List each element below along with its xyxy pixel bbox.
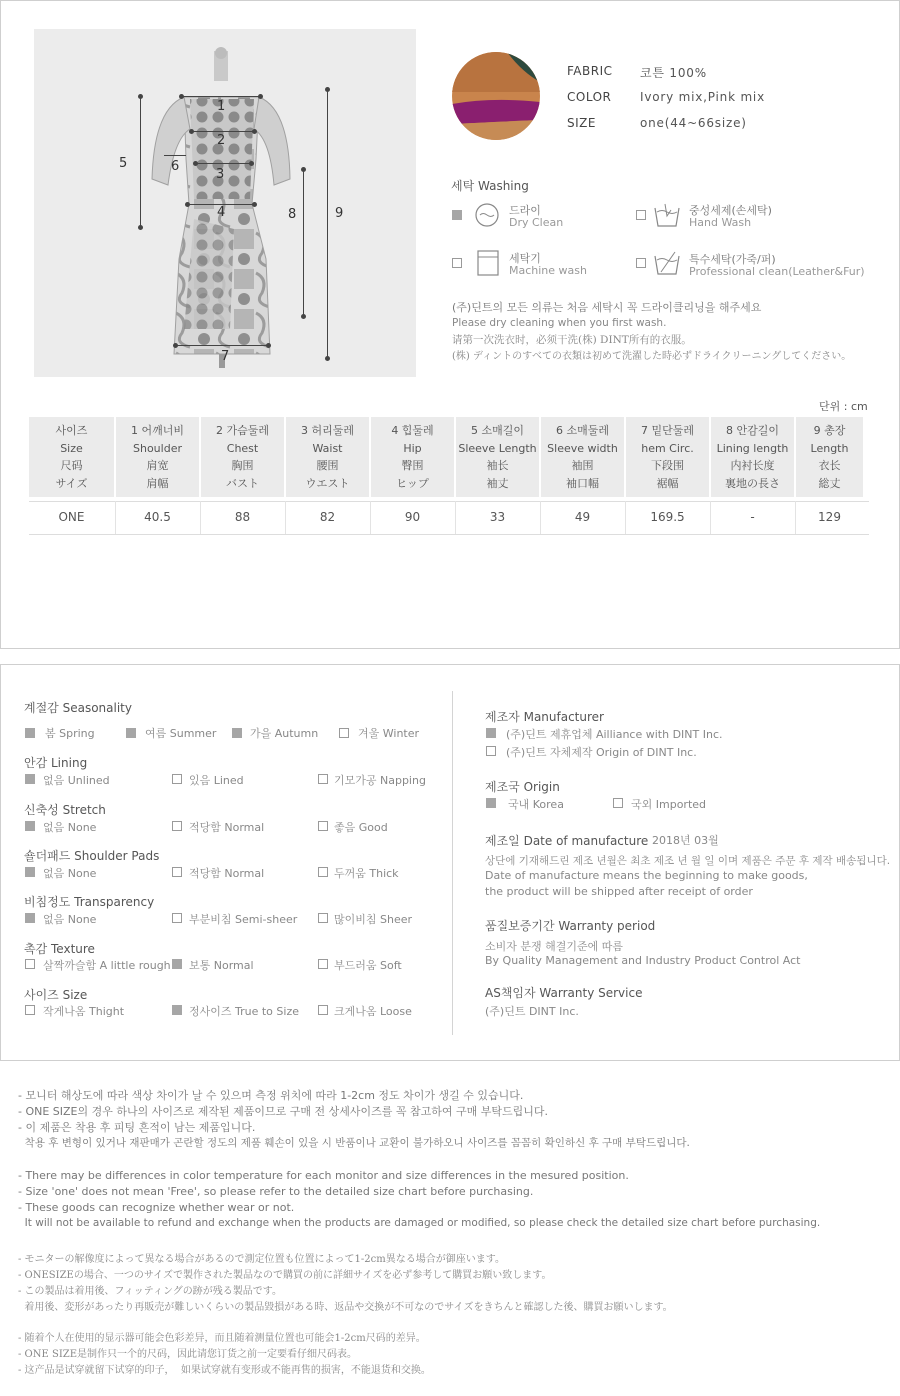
professional-clean-checkbox[interactable]	[636, 258, 646, 268]
measure-number-8: 8	[288, 207, 297, 222]
transparency-title: 비침정도 Transparency	[24, 895, 155, 909]
autumn-label: 가을 Autumn	[250, 727, 319, 740]
rough-checkbox[interactable]	[25, 959, 35, 969]
stretch-good-label: 좋음 Good	[334, 821, 388, 834]
unlined-label: 없음 Unlined	[43, 774, 110, 787]
notice-ko-2: - ONE SIZE의 경우 하나의 사이즈로 제작된 제품이므로 구매 전 상세사이즈를 꼭 참고하여 구매 부탁드립니다.	[18, 1105, 549, 1118]
origin-dint-checkbox[interactable]	[486, 746, 496, 756]
shoulder-pads-title: 숄더패드 Shoulder Pads	[24, 849, 160, 863]
measure-number-7: 7	[221, 349, 230, 364]
warranty-title: 품질보증기간 Warranty period	[485, 919, 656, 933]
semi-sheer-checkbox[interactable]	[172, 913, 182, 923]
notice-en-1: - There may be differences in color temperature for each monitor and size differences in the mesured position.	[18, 1169, 629, 1182]
measure-number-5: 5	[119, 156, 128, 171]
notice-jp-3: - この製品は着用後、フィッティングの跡が残る製品です。	[18, 1286, 282, 1297]
measure-number-2: 2	[217, 133, 226, 148]
summer-label: 여름 Summer	[145, 727, 217, 740]
texture-normal-label: 보통 Normal	[189, 959, 254, 972]
texture-title: 촉감 Texture	[24, 942, 95, 956]
seasonality-title: 계절감 Seasonality	[24, 701, 132, 715]
alliance-label: (주)딘트 제휴업체 Ailliance with DINT Inc.	[506, 728, 723, 741]
professional-clean-ko: 특수세탁(가죽/퍼)	[689, 253, 776, 266]
imported-label: 국외 Imported	[631, 798, 707, 811]
napping-checkbox[interactable]	[318, 774, 328, 784]
pads-thick-label: 두꺼움 Thick	[334, 867, 399, 880]
soft-checkbox[interactable]	[318, 959, 328, 969]
header-chest: 2 가슴둘레 Chest 胸围 バスト	[201, 417, 284, 497]
origin-dint-label: (주)딘트 자체제작 Origin of DINT Inc.	[506, 746, 697, 759]
small-fit-label: 작게나옴 Thight	[43, 1005, 125, 1018]
spring-label: 봄 Spring	[45, 727, 95, 740]
header-lining: 8 안감길이 Lining length 内衬长度 裏地の長さ	[711, 417, 794, 497]
wash-note-en: Please dry cleaning when you first wash.	[452, 317, 667, 329]
header-hip: 4 힙둘레 Hip 臀围 ヒップ	[371, 417, 454, 497]
cell-shoulder: 40.5	[144, 510, 171, 524]
stretch-good-checkbox[interactable]	[318, 821, 328, 831]
warranty-note-ko: 소비자 분쟁 해결기준에 따름	[485, 940, 624, 953]
measure-number-4: 4	[217, 205, 226, 220]
cell-hem: 169.5	[650, 510, 685, 524]
winter-checkbox[interactable]	[339, 728, 349, 738]
notice-ko-1: - 모니터 해상도에 따라 색상 차이가 날 수 있으며 측정 위치에 따라 1-2cm 정도 차이가 생길 수 있습니다.	[18, 1089, 524, 1102]
header-sleeve-length: 5 소매길이 Sleeve Length 袖长 袖丈	[456, 417, 539, 497]
fabric-swatch	[452, 52, 540, 140]
summer-checkbox[interactable]	[126, 728, 136, 738]
sheer-label: 많이비침 Sheer	[334, 913, 413, 926]
notice-jp-1: - モニターの解像度によって異なる場合があるので測定位置も位置によって1-2cm異なる場合が御座います。	[18, 1254, 505, 1265]
measure-number-3: 3	[216, 167, 225, 182]
color-label: COLOR	[567, 90, 612, 104]
napping-label: 기모가공 Napping	[334, 774, 426, 787]
pads-thick-checkbox[interactable]	[318, 867, 328, 877]
notice-jp-2: - ONESIZEの場合、一つのサイズで製作された製品なので購買の前に詳細サイズを必ず参考して購買お願い致します。	[18, 1270, 552, 1281]
cell-lining: -	[750, 510, 755, 524]
stretch-normal-label: 적당함 Normal	[189, 821, 265, 834]
hand-wash-en: Hand Wash	[689, 216, 752, 229]
alliance-checkbox[interactable]	[486, 728, 496, 738]
pads-normal-checkbox[interactable]	[172, 867, 182, 877]
true-size-label: 정사이즈 True to Size	[189, 1005, 299, 1018]
size-table	[29, 417, 869, 537]
as-title: AS책임자 Warranty Service	[485, 986, 643, 1000]
header-waist: 3 허리둘레 Waist 腰围 ウエスト	[286, 417, 369, 497]
warranty-note-en: By Quality Management and Industry Product Control Act	[485, 954, 801, 967]
stretch-none-label: 없음 None	[43, 821, 97, 834]
cell-sleeve-width: 49	[574, 510, 591, 524]
date-value: 2018년 03월	[652, 834, 719, 847]
transparency-none-checkbox[interactable]	[25, 913, 35, 923]
wash-note-jp: (株) ディントのすべての衣類は初めて洗濯した時必ずドライクリーニングしてください。	[452, 351, 852, 362]
size-value: one(44~66size)	[640, 116, 747, 130]
header-hem: 7 밑단둘레 hem Circ. 下段围 裾幅	[626, 417, 709, 497]
wash-note-zh: 请第一次洗衣时，必须干洗(株) DINT所有的衣服。	[452, 334, 692, 346]
notice-en-2: - Size 'one' does not mean 'Free', so please refer to the detailed size chart before purchasing.	[18, 1185, 534, 1198]
lining-title: 안감 Lining	[24, 756, 88, 770]
cell-length: 129	[818, 510, 841, 524]
loose-label: 크게나옴 Loose	[334, 1005, 412, 1018]
dry-clean-ko: 드라이	[509, 204, 541, 217]
cell-waist: 82	[319, 510, 336, 524]
size-fit-title: 사이즈 Size	[24, 988, 88, 1002]
winter-label: 겨울 Winter	[358, 727, 420, 740]
professional-clean-en: Professional clean(Leather&Fur)	[689, 265, 865, 278]
date-title: 제조일 Date of manufacture	[485, 834, 649, 848]
color-value: Ivory mix,Pink mix	[640, 90, 765, 104]
machine-wash-en: Machine wash	[509, 264, 587, 277]
pads-none-checkbox[interactable]	[25, 867, 35, 877]
product-info-panel	[0, 0, 900, 649]
cell-hip: 90	[404, 510, 421, 524]
notice-zh-3: - 这产品是试穿就留下试穿的印子， 如果试穿就有变形或不能再售的损害，不能退货和交换。	[18, 1365, 431, 1376]
fabric-label: FABRIC	[567, 64, 613, 78]
pads-normal-label: 적당함 Normal	[189, 867, 265, 880]
texture-normal-checkbox[interactable]	[172, 959, 182, 969]
soft-label: 부드러움 Soft	[334, 959, 402, 972]
measure-number-1: 1	[217, 99, 226, 114]
machine-wash-ko: 세탁기	[509, 252, 541, 265]
notice-zh-2: - ONE SIZE是制作只一个的尺码，因此请您订货之前一定要看仔细尺码表。	[18, 1349, 358, 1360]
lined-checkbox[interactable]	[172, 774, 182, 784]
fabric-value: 코튼 100%	[640, 66, 707, 80]
dress-image	[34, 29, 416, 377]
sheer-checkbox[interactable]	[318, 913, 328, 923]
dry-clean-en: Dry Clean	[509, 216, 564, 229]
notice-ko-3: - 이 제품은 착용 후 피팅 흔적이 남는 제품입니다.	[18, 1121, 256, 1134]
unlined-checkbox[interactable]	[25, 774, 35, 784]
manufacturer-title: 제조자 Manufacturer	[485, 710, 604, 724]
product-attributes-panel	[0, 664, 900, 1061]
unit-label: 단위 : cm	[819, 400, 868, 413]
loose-checkbox[interactable]	[318, 1005, 328, 1015]
small-fit-checkbox[interactable]	[25, 1005, 35, 1015]
washing-title: 세탁 Washing	[451, 179, 529, 193]
transparency-none-label: 없음 None	[43, 913, 97, 926]
header-sleeve-width: 6 소매둘레 Sleeve width 袖围 袖口幅	[541, 417, 624, 497]
hand-wash-checkbox[interactable]	[636, 210, 646, 220]
stretch-none-checkbox[interactable]	[25, 821, 35, 831]
header-shoulder: 1 어깨너비 Shoulder 肩宽 肩幅	[116, 417, 199, 497]
dry-clean-checkbox[interactable]	[452, 210, 462, 220]
lined-label: 있음 Lined	[189, 774, 244, 787]
notice-en-3: - These goods can recognize whether wear or not.	[18, 1201, 295, 1214]
imported-checkbox[interactable]	[613, 798, 623, 808]
cell-chest: 88	[234, 510, 251, 524]
as-value: (주)딘트 DINT Inc.	[485, 1005, 579, 1018]
korea-checkbox[interactable]	[486, 798, 496, 808]
professional-clean-icon	[653, 250, 681, 276]
machine-wash-checkbox[interactable]	[452, 258, 462, 268]
notice-jp-4: 着用後、変形があったり再販売が難しいくらいの製品毀損がある時、返品や交換が不可なのでサイズをきちんと確認した後、購買お願いします。	[18, 1302, 673, 1313]
hand-wash-icon	[653, 202, 681, 228]
notice-en-4: It will not be available to refund and exchange when the products are damaged or modified, so please check the detailed size chart before purchasing.	[18, 1217, 821, 1229]
semi-sheer-label: 부분비침 Semi-sheer	[189, 913, 298, 926]
header-length: 9 총장 Length 衣长 総丈	[796, 417, 863, 497]
cell-size: ONE	[58, 510, 85, 524]
dress-measurement-illustration	[34, 29, 416, 377]
notice-zh-1: - 随着个人在使用的显示器可能会色彩差异，而且随着测量位置也可能会1-2cm尺码的差异。	[18, 1333, 426, 1344]
stretch-title: 신축성 Stretch	[24, 803, 106, 817]
column-divider	[452, 691, 453, 1035]
measure-number-9: 9	[335, 206, 344, 221]
origin-title: 제조국 Origin	[485, 780, 560, 794]
autumn-checkbox[interactable]	[232, 728, 242, 738]
spring-checkbox[interactable]	[25, 728, 35, 738]
korea-label: 국내 Korea	[508, 798, 564, 811]
notice-ko-4: 착용 후 변형이 있거나 재판매가 곤란할 정도의 제품 훼손이 있을 시 반품이나 교환이 불가하오니 사이즈를 꼼꼼히 확인하신 후 구매 부탁드립니다.	[18, 1137, 690, 1149]
true-size-checkbox[interactable]	[172, 1005, 182, 1015]
date-note-en-2: the product will be shipped after receipt of order	[485, 885, 753, 898]
stretch-normal-checkbox[interactable]	[172, 821, 182, 831]
washing-machine-icon	[476, 249, 500, 277]
date-note-en-1: Date of manufacture means the beginning to make goods,	[485, 869, 808, 882]
hand-wash-ko: 중성세제(손세탁)	[689, 204, 772, 217]
header-size: 사이즈 Size 尺码 サイズ	[29, 417, 114, 497]
wash-note-ko: (주)딘트의 모든 의류는 처음 세탁시 꼭 드라이클리닝을 해주세요	[452, 301, 762, 314]
dry-clean-icon	[474, 202, 500, 228]
pads-none-label: 없음 None	[43, 867, 97, 880]
cell-sleeve-length: 33	[489, 510, 506, 524]
rough-label: 살짝까슬함 A little rough	[43, 959, 171, 972]
size-label: SIZE	[567, 116, 596, 130]
measure-number-6: 6	[171, 159, 180, 174]
date-note-ko: 상단에 기재해드린 제조 년월은 최초 제조 년 월 일 이며 제품은 주문 후 제작 배송됩니다.	[485, 855, 891, 867]
